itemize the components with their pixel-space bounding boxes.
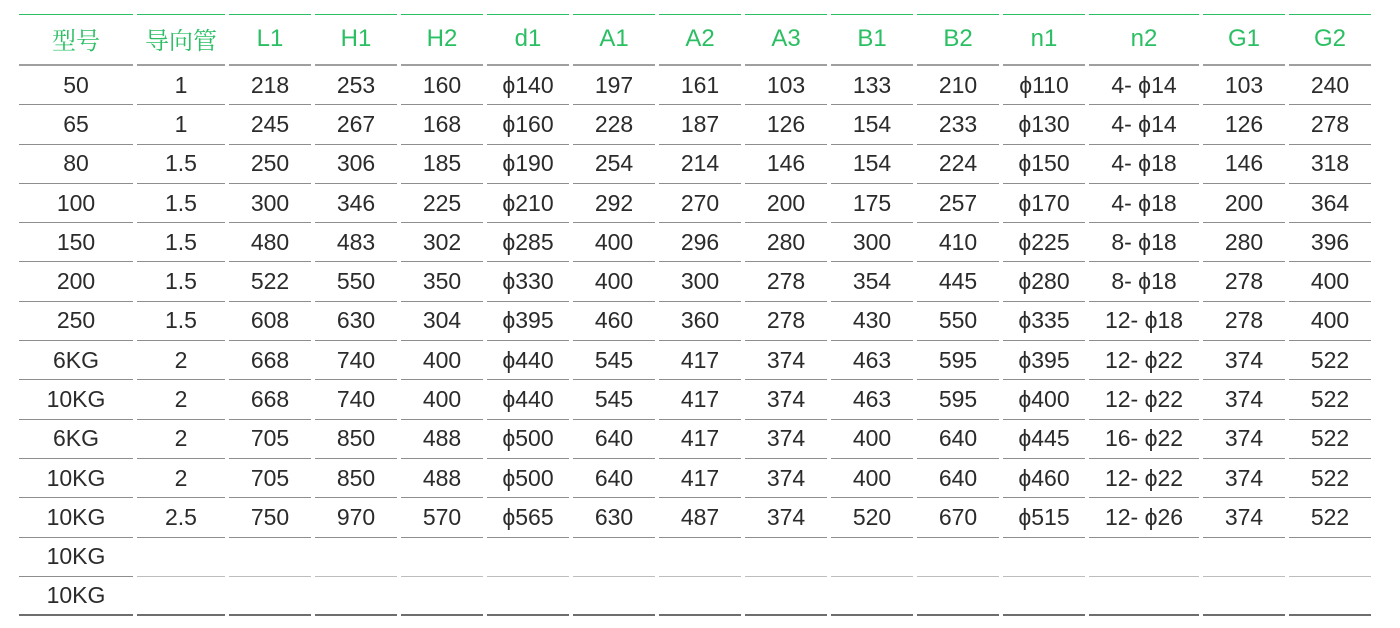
table-cell: 595	[917, 341, 999, 380]
table-cell: ϕ400	[1003, 380, 1085, 419]
table-cell: ϕ500	[487, 459, 569, 498]
column-header: d1	[487, 14, 569, 66]
column-header: n1	[1003, 14, 1085, 66]
column-header: 导向管	[137, 14, 225, 66]
table-cell: 400	[1289, 302, 1371, 341]
table-row	[19, 380, 1391, 419]
table-cell: ϕ210	[487, 184, 569, 223]
table-cell: 214	[659, 145, 741, 184]
table-cell: 545	[573, 380, 655, 419]
table-cell	[315, 577, 397, 616]
table-cell	[659, 538, 741, 577]
table-cell: 400	[831, 420, 913, 459]
table-cell: 488	[401, 459, 483, 498]
table-cell: 80	[19, 145, 133, 184]
table-cell: ϕ335	[1003, 302, 1085, 341]
table-cell	[573, 577, 655, 616]
table-cell: 254	[573, 145, 655, 184]
column-header: G1	[1203, 14, 1285, 66]
table-cell: 10KG	[19, 498, 133, 537]
table-row	[19, 145, 1391, 184]
column-header: L1	[229, 14, 311, 66]
table-cell: 300	[831, 223, 913, 262]
table-cell: 488	[401, 420, 483, 459]
table-cell: 522	[1289, 380, 1371, 419]
table-cell: 278	[1289, 105, 1371, 144]
table-cell: 374	[1203, 420, 1285, 459]
table-cell	[1089, 538, 1199, 577]
table-cell: 417	[659, 341, 741, 380]
table-cell: 374	[745, 498, 827, 537]
table-cell	[831, 577, 913, 616]
table-cell: ϕ140	[487, 66, 569, 105]
table-cell: 400	[573, 223, 655, 262]
table-cell: 160	[401, 66, 483, 105]
table-cell: 6KG	[19, 420, 133, 459]
table-cell: 608	[229, 302, 311, 341]
table-cell	[745, 538, 827, 577]
table-cell	[745, 577, 827, 616]
table-cell: 12- ϕ26	[1089, 498, 1199, 537]
table-cell: 374	[1203, 380, 1285, 419]
table-cell: 640	[573, 420, 655, 459]
table-row	[19, 538, 1391, 577]
table-cell: 396	[1289, 223, 1371, 262]
table-cell: 1.5	[137, 302, 225, 341]
table-cell: 154	[831, 145, 913, 184]
spec-table	[19, 14, 1391, 618]
table-cell: 270	[659, 184, 741, 223]
table-cell: 640	[573, 459, 655, 498]
table-cell	[137, 538, 225, 577]
table-cell	[487, 538, 569, 577]
table-cell: 210	[917, 66, 999, 105]
table-cell: 2.5	[137, 498, 225, 537]
table-cell: ϕ515	[1003, 498, 1085, 537]
table-cell: 225	[401, 184, 483, 223]
table-cell	[1203, 538, 1285, 577]
header-row	[19, 14, 1391, 66]
table-cell: 10KG	[19, 380, 133, 419]
table-cell: 374	[745, 341, 827, 380]
table-cell	[229, 577, 311, 616]
table-cell: 430	[831, 302, 913, 341]
table-cell: 1	[137, 105, 225, 144]
table-cell: 300	[229, 184, 311, 223]
table-cell: 2	[137, 380, 225, 419]
table-cell: 1.5	[137, 223, 225, 262]
table-cell: 300	[659, 262, 741, 301]
table-cell: 400	[1289, 262, 1371, 301]
table-cell: 168	[401, 105, 483, 144]
column-header: 型号	[19, 14, 133, 66]
table-cell	[401, 538, 483, 577]
table-cell: 1.5	[137, 262, 225, 301]
table-cell: 302	[401, 223, 483, 262]
table-cell: ϕ170	[1003, 184, 1085, 223]
table-cell: 10KG	[19, 459, 133, 498]
table-cell: 12- ϕ22	[1089, 341, 1199, 380]
table-cell	[917, 538, 999, 577]
table-cell: 4- ϕ14	[1089, 66, 1199, 105]
table-cell: 146	[1203, 145, 1285, 184]
table-cell: 522	[1289, 341, 1371, 380]
table-cell: 400	[573, 262, 655, 301]
table-cell	[1089, 577, 1199, 616]
table-cell: 240	[1289, 66, 1371, 105]
table-cell	[831, 538, 913, 577]
table-cell: 267	[315, 105, 397, 144]
table-cell: 187	[659, 105, 741, 144]
table-cell: ϕ440	[487, 341, 569, 380]
column-header: B2	[917, 14, 999, 66]
table-row	[19, 341, 1391, 380]
table-cell: 522	[1289, 459, 1371, 498]
table-cell: 630	[315, 302, 397, 341]
table-cell: 374	[745, 420, 827, 459]
table-row	[19, 459, 1391, 498]
table-cell: 2	[137, 420, 225, 459]
table-cell: 410	[917, 223, 999, 262]
table-cell: 306	[315, 145, 397, 184]
table-cell: 50	[19, 66, 133, 105]
table-cell: 374	[745, 459, 827, 498]
table-row	[19, 223, 1391, 262]
table-cell: 250	[19, 302, 133, 341]
table-cell	[229, 538, 311, 577]
table-cell: 4- ϕ14	[1089, 105, 1199, 144]
table-cell: 417	[659, 380, 741, 419]
table-cell: ϕ395	[487, 302, 569, 341]
table-cell	[487, 577, 569, 616]
table-cell: ϕ330	[487, 262, 569, 301]
table-cell: 400	[401, 380, 483, 419]
column-header: H2	[401, 14, 483, 66]
table-cell: 522	[229, 262, 311, 301]
table-cell: 278	[1203, 262, 1285, 301]
table-cell: 417	[659, 420, 741, 459]
table-cell: 740	[315, 380, 397, 419]
table-cell: 278	[745, 302, 827, 341]
table-cell	[315, 538, 397, 577]
table-cell: 487	[659, 498, 741, 537]
table-cell: 6KG	[19, 341, 133, 380]
table-cell: 630	[573, 498, 655, 537]
table-cell: 705	[229, 459, 311, 498]
table-cell: 374	[1203, 498, 1285, 537]
table-row	[19, 262, 1391, 301]
table-cell: 668	[229, 380, 311, 419]
table-cell: 522	[1289, 498, 1371, 537]
table-row	[19, 302, 1391, 341]
table-cell: 2	[137, 459, 225, 498]
table-cell: 400	[401, 341, 483, 380]
table-cell	[1289, 538, 1371, 577]
table-cell: 350	[401, 262, 483, 301]
table-cell: 1	[137, 66, 225, 105]
table-cell: 483	[315, 223, 397, 262]
table-cell: 12- ϕ22	[1089, 459, 1199, 498]
table-cell: 4- ϕ18	[1089, 145, 1199, 184]
table-cell: 185	[401, 145, 483, 184]
table-row	[19, 184, 1391, 223]
table-cell: 200	[1203, 184, 1285, 223]
table-cell: 360	[659, 302, 741, 341]
table-cell	[573, 538, 655, 577]
column-header: A1	[573, 14, 655, 66]
table-cell: 10KG	[19, 538, 133, 577]
table-cell: 318	[1289, 145, 1371, 184]
table-cell: 103	[745, 66, 827, 105]
table-cell: 280	[1203, 223, 1285, 262]
table-cell: 460	[573, 302, 655, 341]
table-cell: ϕ225	[1003, 223, 1085, 262]
table-cell: 445	[917, 262, 999, 301]
table-cell: 224	[917, 145, 999, 184]
table-cell: 374	[1203, 459, 1285, 498]
table-cell: ϕ460	[1003, 459, 1085, 498]
table-row	[19, 577, 1391, 616]
table-cell: 133	[831, 66, 913, 105]
table-cell	[137, 577, 225, 616]
table-cell: 8- ϕ18	[1089, 223, 1199, 262]
table-row	[19, 498, 1391, 537]
table-cell: 296	[659, 223, 741, 262]
table-cell	[1003, 538, 1085, 577]
table-cell: 374	[745, 380, 827, 419]
table-cell: 1.5	[137, 184, 225, 223]
table-cell: 522	[1289, 420, 1371, 459]
table-cell	[1203, 577, 1285, 616]
table-cell: 2	[137, 341, 225, 380]
table-cell: 278	[745, 262, 827, 301]
table-cell: ϕ395	[1003, 341, 1085, 380]
table-cell: ϕ440	[487, 380, 569, 419]
table-cell: 364	[1289, 184, 1371, 223]
table-cell	[659, 577, 741, 616]
table-cell: 304	[401, 302, 483, 341]
table-cell: 670	[917, 498, 999, 537]
table-cell: 4- ϕ18	[1089, 184, 1199, 223]
table-cell: ϕ150	[1003, 145, 1085, 184]
table-cell: 65	[19, 105, 133, 144]
table-cell: 126	[745, 105, 827, 144]
table-cell: 12- ϕ22	[1089, 380, 1199, 419]
table-cell: ϕ280	[1003, 262, 1085, 301]
table-row	[19, 105, 1391, 144]
table-cell: 175	[831, 184, 913, 223]
table-cell: 570	[401, 498, 483, 537]
table-row	[19, 66, 1391, 105]
table-cell: ϕ160	[487, 105, 569, 144]
table-cell	[917, 577, 999, 616]
table-cell: 850	[315, 459, 397, 498]
table-cell: 197	[573, 66, 655, 105]
table-cell: 154	[831, 105, 913, 144]
table-cell: 100	[19, 184, 133, 223]
column-header: G2	[1289, 14, 1371, 66]
column-header: H1	[315, 14, 397, 66]
table-cell: 463	[831, 380, 913, 419]
table-cell: 346	[315, 184, 397, 223]
table-cell: ϕ565	[487, 498, 569, 537]
table-cell: 740	[315, 341, 397, 380]
column-header: A2	[659, 14, 741, 66]
column-header: n2	[1089, 14, 1199, 66]
table-cell: 245	[229, 105, 311, 144]
table-cell: 480	[229, 223, 311, 262]
table-cell: 750	[229, 498, 311, 537]
table-cell: 250	[229, 145, 311, 184]
table-cell: 12- ϕ18	[1089, 302, 1199, 341]
table-cell: 550	[917, 302, 999, 341]
table-cell: ϕ285	[487, 223, 569, 262]
table-cell: 705	[229, 420, 311, 459]
column-header: A3	[745, 14, 827, 66]
table-cell: 1.5	[137, 145, 225, 184]
table-cell: 970	[315, 498, 397, 537]
table-cell: 668	[229, 341, 311, 380]
table-cell: 595	[917, 380, 999, 419]
table-cell: ϕ110	[1003, 66, 1085, 105]
table-cell: ϕ190	[487, 145, 569, 184]
table-cell: 16- ϕ22	[1089, 420, 1199, 459]
table-cell: 850	[315, 420, 397, 459]
table-cell: 520	[831, 498, 913, 537]
table-cell: 8- ϕ18	[1089, 262, 1199, 301]
table-cell	[1289, 577, 1371, 616]
table-cell: 257	[917, 184, 999, 223]
table-cell: 228	[573, 105, 655, 144]
table-cell: 545	[573, 341, 655, 380]
table-cell: 640	[917, 459, 999, 498]
table-cell: 400	[831, 459, 913, 498]
table-cell: 103	[1203, 66, 1285, 105]
table-cell: 550	[315, 262, 397, 301]
table-cell: 218	[229, 66, 311, 105]
table-cell: 200	[745, 184, 827, 223]
table-cell: 280	[745, 223, 827, 262]
table-cell: 253	[315, 66, 397, 105]
table-cell: ϕ130	[1003, 105, 1085, 144]
table-cell: 278	[1203, 302, 1285, 341]
table-cell: 354	[831, 262, 913, 301]
table-cell: 233	[917, 105, 999, 144]
table-cell: 292	[573, 184, 655, 223]
table-cell: 374	[1203, 341, 1285, 380]
table-cell: 10KG	[19, 577, 133, 616]
table-cell: 417	[659, 459, 741, 498]
table-cell: 200	[19, 262, 133, 301]
table-row	[19, 420, 1391, 459]
table-cell: 640	[917, 420, 999, 459]
column-header: B1	[831, 14, 913, 66]
table-cell: 146	[745, 145, 827, 184]
table-cell: 126	[1203, 105, 1285, 144]
table-cell	[401, 577, 483, 616]
table-cell: ϕ445	[1003, 420, 1085, 459]
table-cell: 463	[831, 341, 913, 380]
table-cell	[1003, 577, 1085, 616]
table-cell: ϕ500	[487, 420, 569, 459]
table-cell: 150	[19, 223, 133, 262]
table-cell: 161	[659, 66, 741, 105]
